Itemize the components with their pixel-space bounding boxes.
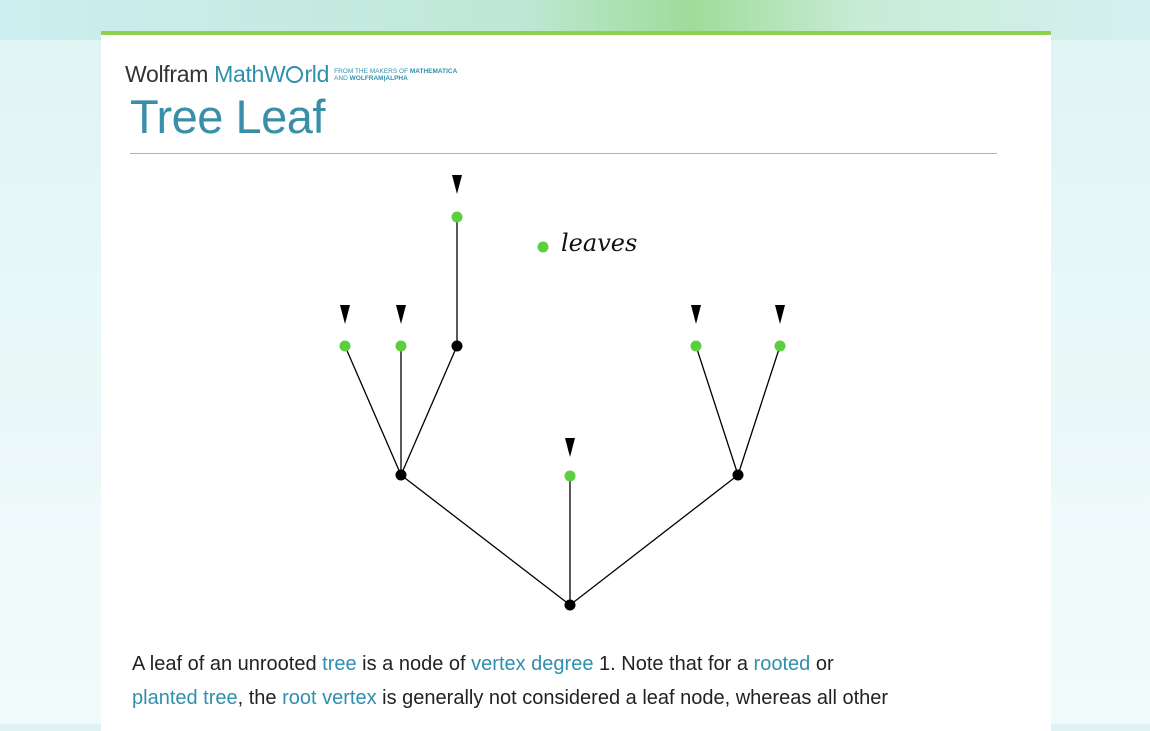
link-vertex-degree[interactable]: vertex degree bbox=[471, 653, 594, 675]
leaf-vertex bbox=[396, 341, 407, 352]
link-planted-tree[interactable]: planted tree bbox=[132, 687, 238, 709]
tree-leaf-figure bbox=[101, 35, 1051, 635]
page-title: Tree Leaf bbox=[130, 90, 325, 143]
root-vertex bbox=[565, 600, 576, 611]
legend-leaf-dot bbox=[538, 242, 549, 253]
article-paragraph: A leaf of an unrooted tree is a node of vertex degree 1. Note that for a rooted or planted tree, the root vertex is generally not considered a leaf node, whereas all other bbox=[132, 653, 889, 709]
tree-edge bbox=[738, 346, 780, 475]
leaf-marker-arrow bbox=[396, 305, 406, 324]
link-tree[interactable]: tree bbox=[322, 653, 357, 675]
internal-vertex bbox=[396, 470, 407, 481]
tree-edge bbox=[696, 346, 738, 475]
leaf-vertex bbox=[565, 471, 576, 482]
tree-edge bbox=[401, 475, 570, 605]
article-card bbox=[101, 31, 1051, 731]
tree-edge bbox=[570, 475, 738, 605]
logo-wolfram-text: Wolfram bbox=[125, 61, 209, 87]
leaf-marker-arrow bbox=[452, 175, 462, 194]
leaf-vertex bbox=[452, 212, 463, 223]
legend-label: leaves bbox=[561, 229, 638, 257]
logo-mathworld-text: MathW rld bbox=[214, 61, 330, 87]
leaf-marker-arrow bbox=[691, 305, 701, 324]
leaf-vertex bbox=[775, 341, 786, 352]
leaf-marker-arrow bbox=[565, 438, 575, 457]
link-root-vertex[interactable]: root vertex bbox=[282, 687, 377, 709]
leaf-vertex bbox=[691, 341, 702, 352]
tree-edge bbox=[401, 346, 457, 475]
tree-edges bbox=[345, 217, 780, 605]
internal-vertex bbox=[733, 470, 744, 481]
logo-tagline: FROM THE MAKERS OF MATHEMATICA AND WOLFRAM|ALPHA bbox=[334, 68, 458, 82]
leaf-marker-arrow bbox=[775, 305, 785, 324]
internal-vertex bbox=[452, 341, 463, 352]
leaf-vertex bbox=[340, 341, 351, 352]
tree-edge bbox=[345, 346, 401, 475]
link-rooted[interactable]: rooted bbox=[753, 653, 811, 675]
leaf-marker-arrow bbox=[340, 305, 350, 324]
